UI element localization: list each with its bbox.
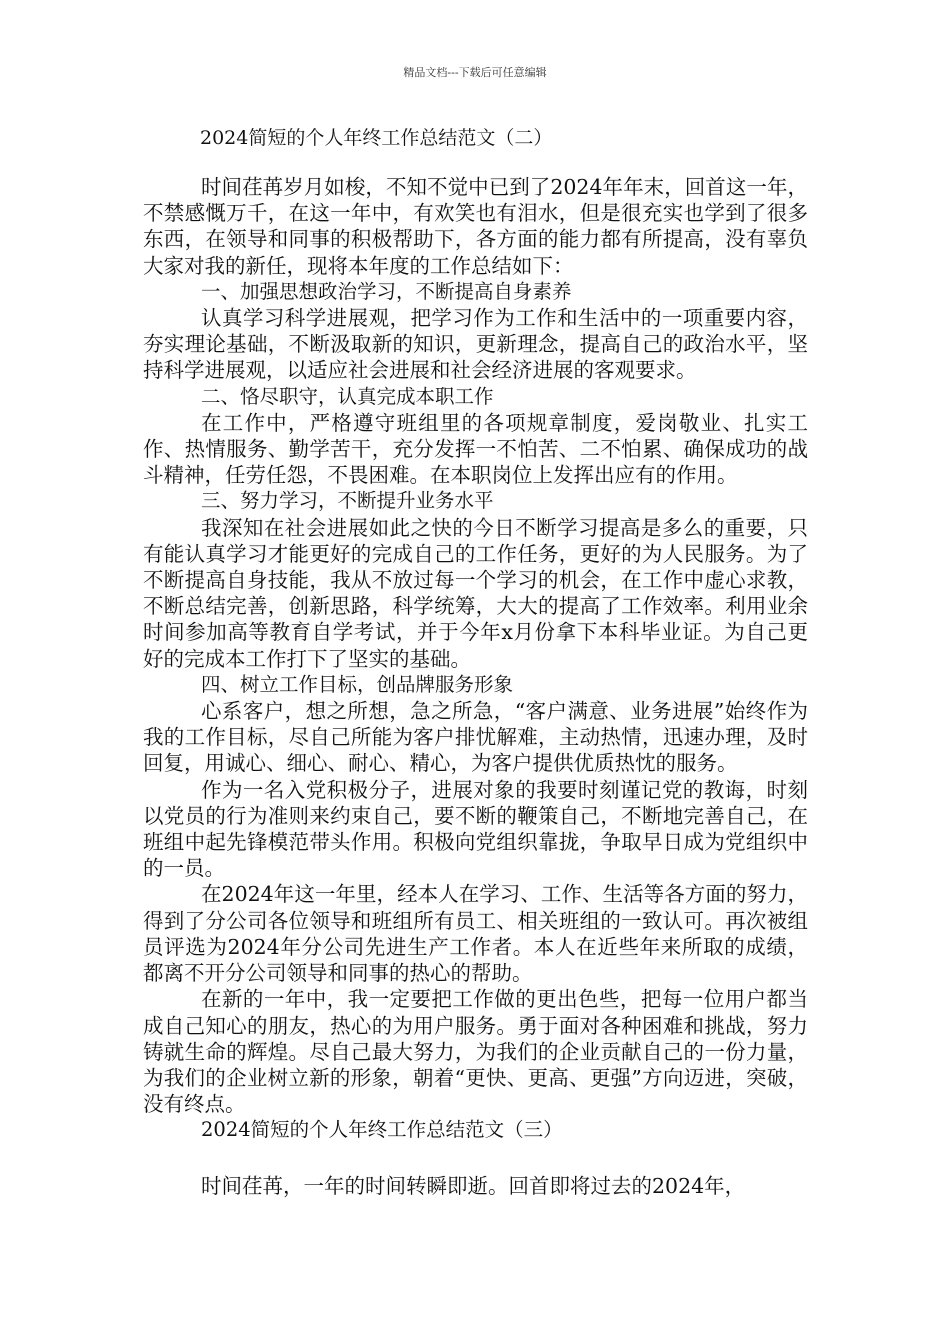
- section-4-heading: 四、树立工作目标，创品牌服务形象: [201, 672, 514, 696]
- section-3-body: 我深知在社会进展如此之快的今日不断学习提高是多么的重要，只有能认真学习才能更好的完成自己的工作任务，更好的为人民服务。为了不断提高自身技能，我从不放过每一个学习的机会，在工作中虚心求教，不断总结完善，创新思路，科学统筹，大大的提高了工作效率。利用业余时间参加高等教育自学考试，并于今年x月份拿下本科毕业证。为自己更好的完成本工作打下了坚实的基础。: [143, 515, 808, 671]
- section-3-heading: 三、努力学习，不断提升业务水平: [201, 489, 494, 513]
- party-paragraph: 作为一名入党积极分子，进展对象的我要时刻谨记党的教诲，时刻以党员的行为准则来约束自己，要不断的鞭策自己，不断地完善自己，在班组中起先锋模范带头作用。积极向党组织靠拢，争取早日成为党组织中的一员。: [143, 777, 808, 881]
- document-title-2: 2024简短的个人年终工作总结范文（二）: [200, 127, 553, 149]
- document-body: [143, 174, 808, 1199]
- document-title-3: 2024简短的个人年终工作总结范文（三）: [201, 1118, 563, 1142]
- section-2-heading: 二、恪尽职守，认真完成本职工作: [201, 384, 494, 408]
- intro-paragraph: 时间荏苒岁月如梭，不知不觉中已到了2024年年末，回首这一年，不禁感慨万千，在这一年中，有欢笑也有泪水，但是很充实也学到了很多东西，在领导和同事的积极帮助下，各方面的能力都有所提高，没有辜负大家对我的新任，现将本年度的工作总结如下：: [143, 175, 808, 278]
- section-2-body: 在工作中，严格遵守班组里的各项规章制度，爱岗敬业、扎实工作、热情服务、勤学苦干，充分发挥一不怕苦、二不怕累、确保成功的战斗精神，任劳任怨，不畏困难。在本职岗位上发挥出应有的作用。: [143, 410, 808, 488]
- section-1-body: 认真学习科学进展观，把学习作为工作和生活中的一项重要内容，夯实理论基础，不断汲取新的知识，更新理念，提高自己的政治水平，坚持科学进展观，以适应社会进展和社会经济进展的客观要求。: [143, 306, 808, 383]
- achievement-paragraph: 在2024年这一年里，经本人在学习、工作、生活等各方面的努力，得到了分公司各位领导和班组所有员工、相关班组的一致认可。再次被组员评选为2024年分公司先进生产工作者。本人在近些年来所取的成绩，都离不开分公司领导和同事的热心的帮助。: [143, 882, 808, 986]
- header-note: 精品文档---下载后可任意编辑: [403, 66, 547, 79]
- section-4-body: 心系客户，想之所想，急之所急，“客户满意、业务进展”始终作为我的工作目标，尽自己所能为客户排忧解难，主动热情，迅速办理，及时回复，用诚心、细心、耐心、精心，为客户提供优质热忱的服务。: [143, 699, 808, 776]
- last-paragraph: 时间荏苒，一年的时间转瞬即逝。回首即将过去的2024年，: [201, 1173, 746, 1198]
- future-paragraph: 在新的一年中，我一定要把工作做的更出色些，把每一位用户都当成自己知心的朋友，热心的为用户服务。勇于面对各种困难和挑战，努力铸就生命的辉煌。尽自己最大努力，为我们的企业贡献自己的一份力量，为我们的企业树立新的形象，朝着“更快、更高、更强”方向迈进，突破，没有终点。: [143, 987, 808, 1117]
- section-1-heading: 一、加强思想政治学习，不断提高自身素养: [201, 279, 572, 303]
